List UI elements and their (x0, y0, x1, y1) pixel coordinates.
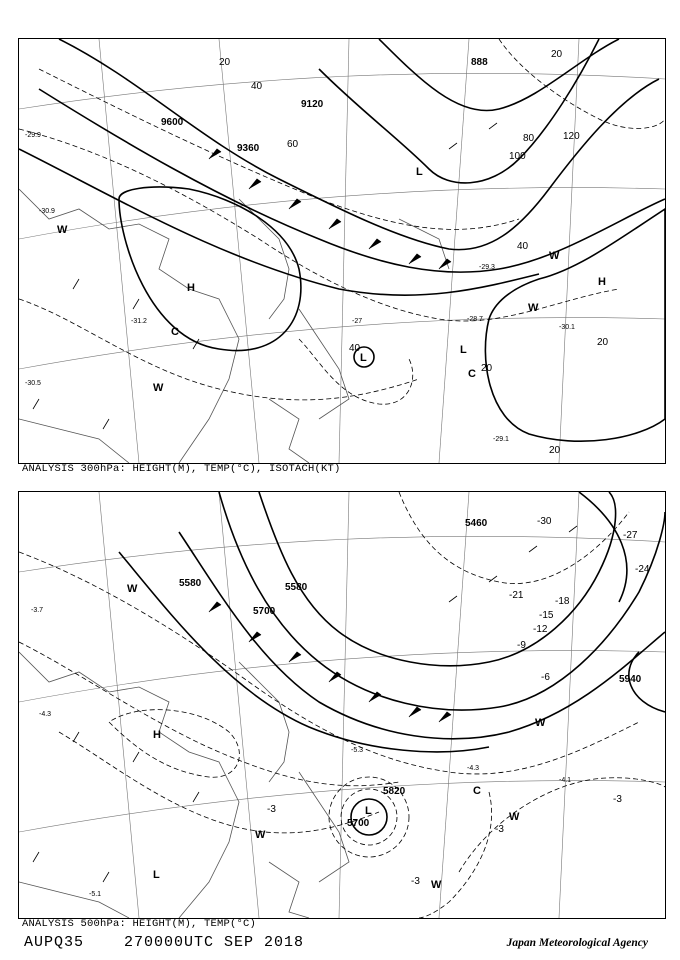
height-label-9600: 9600 (161, 117, 184, 128)
height-label-9120: 9120 (301, 99, 324, 110)
temperature-labels (31, 607, 571, 898)
isotherm-label: -3 (613, 794, 622, 805)
coastline (19, 652, 349, 918)
high-pressure-marker: H (153, 729, 161, 741)
isotherm-label: -3 (411, 876, 420, 887)
isotach-label: 80 (523, 133, 535, 144)
temp-label: -4.3 (467, 765, 480, 772)
low-pressure-marker: L (460, 344, 467, 356)
isotach-label: 20 (219, 57, 231, 68)
height-label-5580: 5580 (179, 578, 202, 589)
height-contours (19, 39, 665, 295)
isotach-closed-contours (119, 187, 665, 441)
low-pressure-marker: L (365, 805, 372, 817)
isotach-label: 100 (509, 151, 526, 162)
isotherm-label: -3 (495, 824, 504, 835)
height-labels (179, 518, 642, 829)
isotherm-label: -27 (623, 530, 638, 541)
isotach-label: 40 (251, 81, 263, 92)
temp-label: -4.3 (39, 711, 52, 718)
graticule (19, 39, 665, 463)
isotach-label: 20 (597, 337, 609, 348)
analysis-500hpa-map (18, 491, 666, 919)
isotherm-label: -15 (539, 610, 554, 621)
warm-marker: W (549, 250, 560, 262)
isotach-label: 120 (563, 131, 580, 142)
cold-marker: C (473, 785, 481, 797)
height-label-5700: 5700 (347, 818, 370, 829)
chart-identifier (24, 934, 304, 951)
isotherm-label: -6 (541, 672, 550, 683)
isotach-label: 20 (551, 49, 563, 60)
isotach-label: 40 (349, 343, 361, 354)
warm-marker: W (528, 302, 539, 314)
temp-label: -29.9 (25, 132, 41, 139)
isotach-label: 20 (481, 363, 493, 374)
isotherm-label: -30 (537, 516, 552, 527)
caption-500hpa: ANALYSIS 500hPa: HEIGHT(M), TEMP(°C) (22, 918, 257, 930)
isotherm-contours (19, 492, 665, 918)
analysis-300hpa-map (18, 38, 666, 464)
isotherm-label: -12 (533, 624, 548, 635)
warm-marker: W (255, 829, 266, 841)
isotach-label: 20 (549, 445, 561, 456)
warm-marker: W (127, 583, 138, 595)
chart-code: AUPQ35 (24, 934, 85, 951)
warm-marker: W (153, 382, 164, 394)
temp-label: -31.2 (131, 318, 147, 325)
isotach-label: 60 (287, 139, 299, 150)
temp-label: -30.5 (25, 380, 41, 387)
temperature-labels (25, 132, 575, 443)
high-pressure-marker: H (187, 282, 195, 294)
height-label-9360: 9360 (237, 143, 260, 154)
isotherm-label: -3 (267, 804, 276, 815)
warm-marker: W (431, 879, 442, 891)
height-label-5700: 5700 (253, 606, 276, 617)
warm-marker: W (509, 811, 520, 823)
height-label-5820: 5820 (383, 786, 406, 797)
temp-label: -30.9 (39, 208, 55, 215)
temp-label: -29.3 (479, 264, 495, 271)
height-label-888: 888 (471, 57, 488, 68)
isotach-label: 40 (517, 241, 529, 252)
temp-label: -29.1 (493, 436, 509, 443)
caption-300hpa: ANALYSIS 300hPa: HEIGHT(M), TEMP(°C), ISOTACH(KT) (22, 463, 341, 475)
temp-label: -30.1 (559, 324, 575, 331)
map-300hpa-canvas (19, 39, 665, 463)
height-label-5460: 5460 (465, 518, 488, 529)
temp-label: -5.3 (351, 747, 364, 754)
height-label-5580: 5580 (285, 582, 308, 593)
isotherm-label: -9 (517, 640, 526, 651)
agency-credit: Japan Meteorological Agency (506, 937, 648, 949)
height-contours (119, 492, 665, 835)
isotherm-label: -21 (509, 590, 524, 601)
temp-label: -3.7 (31, 607, 44, 614)
low-pressure-marker: L (153, 869, 160, 881)
valid-time: 270000UTC SEP 2018 (124, 934, 305, 951)
cold-marker: C (171, 326, 179, 338)
warm-marker: W (535, 717, 546, 729)
cold-marker: C (468, 368, 476, 380)
map-500hpa-canvas (19, 492, 665, 918)
temp-label: -28.7 (467, 316, 483, 323)
coastline (19, 189, 449, 463)
isotherm-labels (267, 516, 650, 887)
isotherm-label: -24 (635, 564, 650, 575)
height-labels (161, 57, 488, 154)
temp-label: -27 (352, 318, 363, 325)
height-label-5940: 5940 (619, 674, 642, 685)
high-pressure-marker: H (598, 276, 606, 288)
temp-label: -4.1 (559, 777, 572, 784)
low-pressure-marker: L (360, 352, 367, 364)
low-pressure-marker: L (416, 166, 423, 178)
graticule (19, 492, 665, 918)
wind-barbs (33, 123, 497, 429)
isotherm-label: -18 (555, 596, 570, 607)
warm-marker: W (57, 224, 68, 236)
temp-label: -5.1 (89, 891, 102, 898)
